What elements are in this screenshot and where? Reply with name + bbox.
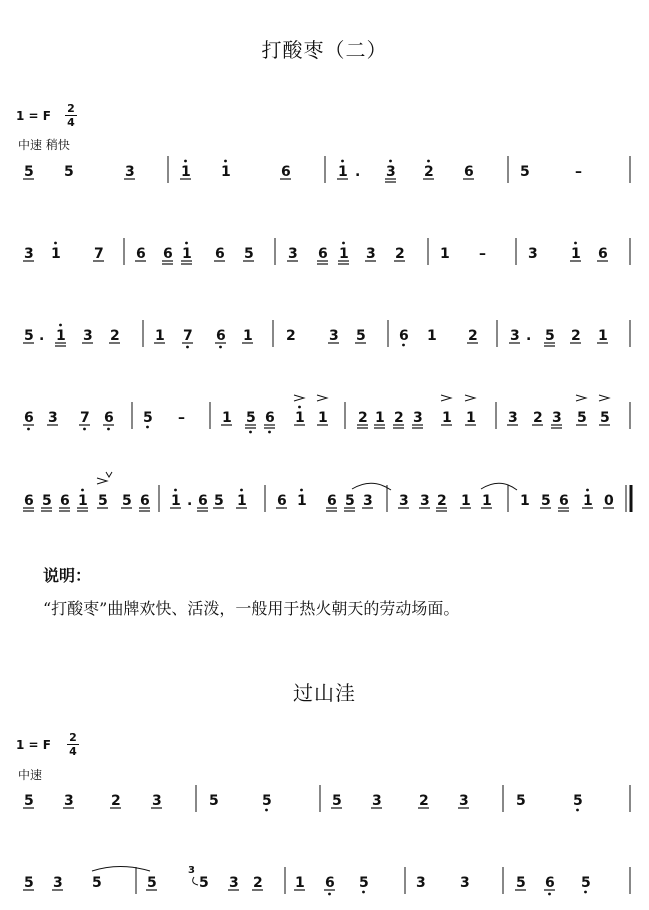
note: 5 xyxy=(24,793,34,809)
note: 5 xyxy=(246,410,256,426)
note: 5 xyxy=(214,493,224,509)
note: 2 xyxy=(111,793,121,809)
note: 1 xyxy=(221,164,231,180)
note: 7 xyxy=(94,246,104,262)
note: 3 xyxy=(552,410,562,426)
tie-mark xyxy=(92,867,150,872)
note: 1 xyxy=(171,493,181,509)
note: 1 xyxy=(571,246,581,262)
tie-mark xyxy=(481,483,517,490)
note: 5 xyxy=(359,875,369,891)
note: 0 xyxy=(604,493,614,509)
note: 2 xyxy=(286,328,296,344)
note: 1 xyxy=(181,164,191,180)
note: 5 xyxy=(24,164,34,180)
note: 3 xyxy=(372,793,382,809)
note: 1 xyxy=(583,493,593,509)
note: 5 xyxy=(64,164,74,180)
piece2-tempo: 中速 xyxy=(18,768,43,782)
note: – xyxy=(178,410,185,426)
octave-low-dot xyxy=(83,428,86,431)
piece2-key: 1 = F xyxy=(16,738,51,752)
note: 2 xyxy=(253,875,263,891)
accent-mark xyxy=(465,395,475,401)
note: 1 xyxy=(440,246,450,262)
piece1-key: 1 = F xyxy=(16,109,51,123)
note: 3 xyxy=(229,875,239,891)
note: 1 xyxy=(338,164,348,180)
note: 5 xyxy=(244,246,254,262)
octave-high-dot xyxy=(298,406,301,409)
octave-low-dot xyxy=(265,809,268,812)
note: 3 xyxy=(459,793,469,809)
octave-low-dot xyxy=(268,431,271,434)
note: 3 xyxy=(366,246,376,262)
octave-high-dot xyxy=(341,160,344,163)
note: 6 xyxy=(598,246,608,262)
breath-mark xyxy=(106,472,112,477)
note: 3 xyxy=(420,493,430,509)
octave-high-dot xyxy=(54,242,57,245)
octave-high-dot xyxy=(81,489,84,492)
note: 5 xyxy=(98,493,108,509)
octave-low-dot xyxy=(576,809,579,812)
note: 6 xyxy=(136,246,146,262)
note: 5 xyxy=(199,875,209,891)
note: 3 xyxy=(510,328,520,344)
note: 5 xyxy=(345,493,355,509)
note: 1 xyxy=(466,410,476,426)
note: 6 xyxy=(216,328,226,344)
note: 3 xyxy=(24,246,34,262)
note: 5 xyxy=(24,328,34,344)
note: 1 xyxy=(155,328,165,344)
accent-mark xyxy=(576,395,586,401)
note: 5 xyxy=(520,164,530,180)
note: 3 xyxy=(416,875,426,891)
octave-low-dot xyxy=(362,891,365,894)
accent-mark xyxy=(317,395,327,401)
note: 5 xyxy=(573,793,583,809)
note: 5 xyxy=(92,875,102,891)
octave-high-dot xyxy=(59,324,62,327)
note: 1 xyxy=(243,328,253,344)
note: 2 xyxy=(110,328,120,344)
accent-mark xyxy=(441,395,451,401)
note: 3 xyxy=(64,793,74,809)
note: 2 xyxy=(533,410,543,426)
piece1-time-top: 2 xyxy=(67,102,75,115)
note: 3 xyxy=(386,164,396,180)
note: 6 xyxy=(545,875,555,891)
note: 5 xyxy=(577,410,587,426)
note: 6 xyxy=(399,328,409,344)
note: 5 xyxy=(147,875,157,891)
note: 5 xyxy=(356,328,366,344)
note: 5 xyxy=(262,793,272,809)
note: 1 xyxy=(427,328,437,344)
note: 3 xyxy=(48,410,58,426)
note: 7 xyxy=(80,410,90,426)
note: 5 xyxy=(581,875,591,891)
note: 5 xyxy=(143,410,153,426)
piece1-title: 打酸枣（二） xyxy=(261,38,388,62)
note: – xyxy=(575,164,582,180)
note: 3 xyxy=(152,793,162,809)
note: 2 xyxy=(468,328,478,344)
note: 3 xyxy=(508,410,518,426)
grace-note: 3 xyxy=(188,865,195,876)
note: 6 xyxy=(281,164,291,180)
piece2-time-top: 2 xyxy=(69,731,77,744)
grace-slur xyxy=(193,877,198,885)
note: 1 xyxy=(339,246,349,262)
note: 1 xyxy=(295,875,305,891)
octave-high-dot xyxy=(174,489,177,492)
octave-low-dot xyxy=(402,344,405,347)
octave-high-dot xyxy=(586,489,589,492)
note: 6 xyxy=(559,493,569,509)
note: 6 xyxy=(60,493,70,509)
note: 6 xyxy=(464,164,474,180)
piece2-time-bottom: 4 xyxy=(69,745,77,758)
note: 6 xyxy=(277,493,287,509)
piece1-tempo: 中速 稍快 xyxy=(18,138,70,152)
tie-mark xyxy=(352,483,391,490)
note: 6 xyxy=(24,493,34,509)
note: 3 xyxy=(288,246,298,262)
note: 5 xyxy=(122,493,132,509)
note: 1 xyxy=(295,410,305,426)
piece2-title: 过山洼 xyxy=(293,681,356,705)
piece1-time-bottom: 4 xyxy=(67,116,75,129)
note: 1 xyxy=(51,246,61,262)
note: 3 xyxy=(460,875,470,891)
octave-low-dot xyxy=(146,426,149,429)
note: 5 xyxy=(516,793,526,809)
note: . xyxy=(526,328,532,344)
note: 5 xyxy=(42,493,52,509)
note-heading: 说明： xyxy=(43,566,92,585)
note: 5 xyxy=(545,328,555,344)
octave-high-dot xyxy=(389,160,392,163)
octave-high-dot xyxy=(240,489,243,492)
note-text: “打酸枣”曲牌欢快、活泼，一般用于热火朝天的劳动场面。 xyxy=(43,599,460,618)
note: 3 xyxy=(53,875,63,891)
note: 5 xyxy=(209,793,219,809)
octave-high-dot xyxy=(342,242,345,245)
note: 5 xyxy=(600,410,610,426)
note: 6 xyxy=(198,493,208,509)
note: 3 xyxy=(528,246,538,262)
octave-high-dot xyxy=(427,160,430,163)
note: 2 xyxy=(358,410,368,426)
note: 1 xyxy=(442,410,452,426)
note: 6 xyxy=(163,246,173,262)
octave-high-dot xyxy=(224,160,227,163)
octave-low-dot xyxy=(107,428,110,431)
note: 2 xyxy=(571,328,581,344)
octave-low-dot xyxy=(186,346,189,349)
accent-mark xyxy=(97,478,107,484)
note: 3 xyxy=(399,493,409,509)
octave-low-dot xyxy=(328,893,331,896)
note: 2 xyxy=(419,793,429,809)
note: 1 xyxy=(297,493,307,509)
note: 3 xyxy=(329,328,339,344)
note: 1 xyxy=(222,410,232,426)
octave-low-dot xyxy=(219,346,222,349)
note: 5 xyxy=(332,793,342,809)
octave-high-dot xyxy=(574,242,577,245)
note: . xyxy=(355,164,361,180)
note: – xyxy=(479,246,486,262)
note: 6 xyxy=(318,246,328,262)
note: 1 xyxy=(78,493,88,509)
note: 6 xyxy=(327,493,337,509)
note: 6 xyxy=(265,410,275,426)
note: 3 xyxy=(363,493,373,509)
note: 5 xyxy=(24,875,34,891)
note: 2 xyxy=(395,246,405,262)
note: 1 xyxy=(520,493,530,509)
octave-low-dot xyxy=(249,431,252,434)
note: 1 xyxy=(375,410,385,426)
note: 5 xyxy=(516,875,526,891)
note: 1 xyxy=(461,493,471,509)
note: 2 xyxy=(437,493,447,509)
note: 3 xyxy=(413,410,423,426)
note: 6 xyxy=(104,410,114,426)
note: 2 xyxy=(424,164,434,180)
note: 7 xyxy=(183,328,193,344)
note: 5 xyxy=(541,493,551,509)
accent-mark xyxy=(294,395,304,401)
octave-high-dot xyxy=(184,160,187,163)
octave-low-dot xyxy=(584,891,587,894)
note: 3 xyxy=(83,328,93,344)
note: 1 xyxy=(56,328,66,344)
note: 6 xyxy=(140,493,150,509)
note: 1 xyxy=(237,493,247,509)
note: 6 xyxy=(24,410,34,426)
note: 3 xyxy=(125,164,135,180)
note: 2 xyxy=(394,410,404,426)
note: 1 xyxy=(482,493,492,509)
note: 1 xyxy=(318,410,328,426)
accent-mark xyxy=(599,395,609,401)
octave-high-dot xyxy=(185,242,188,245)
octave-low-dot xyxy=(548,893,551,896)
note: . xyxy=(187,493,193,509)
octave-low-dot xyxy=(27,428,30,431)
note: . xyxy=(39,328,45,344)
note: 1 xyxy=(182,246,192,262)
octave-high-dot xyxy=(300,489,303,492)
note: 1 xyxy=(598,328,608,344)
note: 6 xyxy=(325,875,335,891)
note: 6 xyxy=(215,246,225,262)
